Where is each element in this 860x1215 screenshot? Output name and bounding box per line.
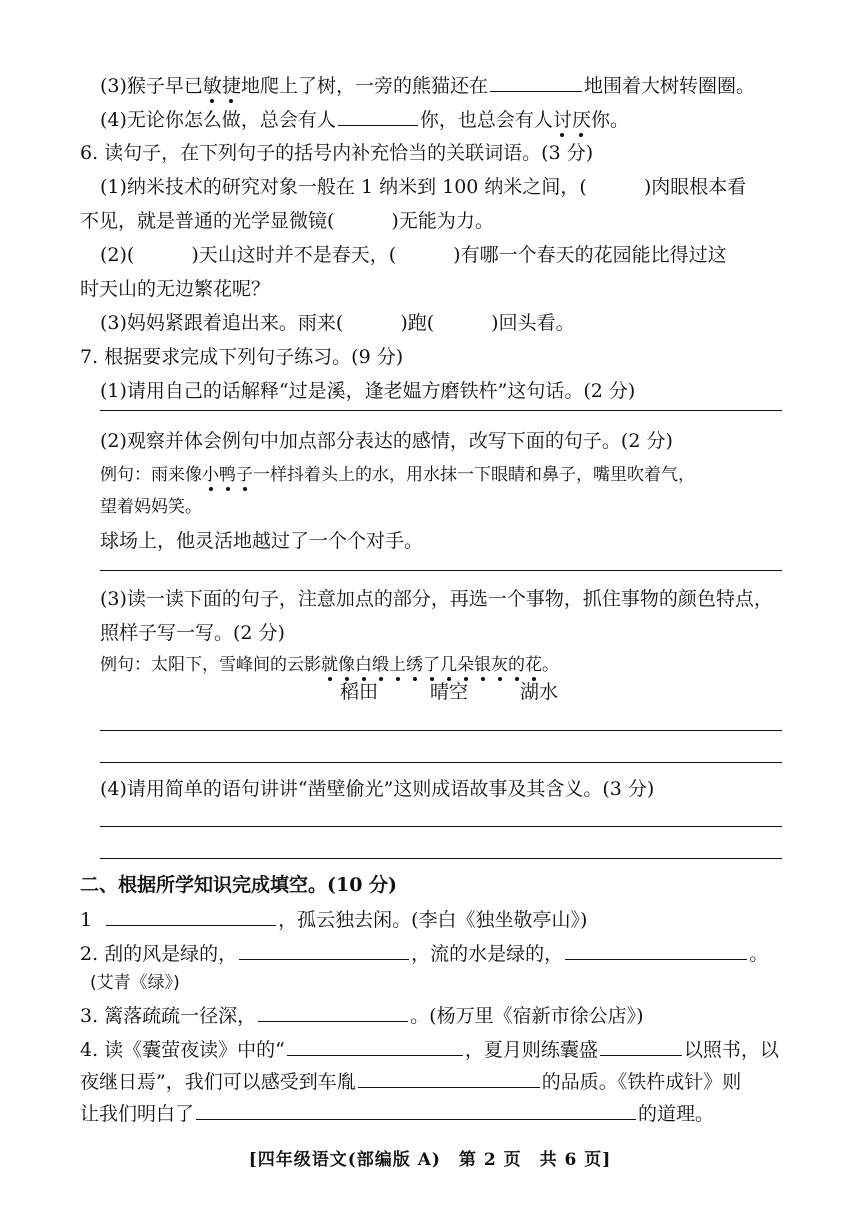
emphasis-dot-char: 朵	[457, 655, 474, 675]
emphasis-dot-char: 银	[474, 655, 491, 675]
answer-blank[interactable]	[338, 106, 418, 126]
word-choice: 晴空	[430, 681, 469, 703]
answer-blank[interactable]	[239, 940, 409, 960]
answer-blank[interactable]	[565, 940, 747, 960]
emphasis-dot-char: 白	[355, 655, 372, 675]
part2-l1: 1 ，孤云独去闲。(李白《独坐敬亭山》)	[80, 906, 587, 933]
emphasis-dot-char: 捷	[221, 75, 241, 97]
q6-s2b: 时天山的无边繁花呢？	[80, 278, 271, 300]
q7-p1: (1)请用自己的话解释“过是溪，逢老媪方磨铁杵”这句话。(2 分)	[100, 380, 636, 402]
answer-line[interactable]	[100, 410, 782, 411]
part2-title: 二、根据所学知识完成填空。(10 分)	[80, 874, 398, 896]
answer-blank[interactable]	[358, 1068, 540, 1088]
emphasis-dot-char: 像	[338, 655, 355, 675]
word-choice: 稻田	[340, 681, 379, 703]
emphasis-dot-char: 上	[389, 655, 406, 675]
emphasis-dot-char: 敏	[202, 75, 222, 97]
q6-s3: (3)妈妈紧跟着追出来。雨来( )跑( )回头看。	[100, 312, 575, 334]
answer-line[interactable]	[100, 858, 782, 859]
emphasis-dot-char: 就	[321, 655, 338, 675]
emphasis-dot-char: 了	[423, 655, 440, 675]
q7-p2: (2)观察并体会例句中加点部分表达的感情，改写下面的句子。(2 分)	[100, 430, 673, 452]
q7-p3b: 照样子写一写。(2 分)	[100, 622, 285, 644]
answer-blank[interactable]	[258, 1002, 408, 1022]
part2-l4: 4. 读《囊萤夜读》中的“ ，夏月则练囊盛 以照书，以	[80, 1036, 779, 1063]
q6-s2a: (2)( )天山这时并不是春天，( )有哪一个春天的花园能比得过这	[100, 244, 727, 266]
q6-s1a: (1)纳米技术的研究对象一般在 1 纳米到 100 纳米之间，( )肉眼根本看	[100, 176, 747, 198]
word-choice: 湖水	[520, 681, 559, 703]
q7-p2-example: 例句：雨来像小鸭子一样抖着头上的水，用水抹一下眼睛和鼻子，嘴里吹着气，	[100, 465, 695, 485]
answer-blank[interactable]	[106, 906, 276, 926]
part2-l2: 2. 刮的风是绿的， ，流的水是绿的， 。	[80, 940, 768, 967]
part2-l4-cont: 夜继日焉”，我们可以感受到车胤 的品质。《铁杵成针》则	[80, 1068, 741, 1095]
emphasis-dot-char: 花	[525, 655, 542, 675]
answer-blank[interactable]	[287, 1036, 463, 1056]
word-choices	[340, 677, 610, 704]
emphasis-dot-char: 的	[508, 655, 525, 675]
emphasis-dot-char: 子	[236, 465, 253, 485]
answer-line[interactable]	[100, 826, 782, 827]
q7-p2-sentence: 球场上，他灵活地越过了一个个对手。	[100, 530, 424, 552]
q7-title: 7. 根据要求完成下列句子练习。(9 分)	[80, 346, 404, 368]
emphasis-dot-char: 绣	[406, 655, 423, 675]
q6-s1b: 不见，就是普通的光学显微镜( )无能为力。	[80, 210, 494, 232]
q5-item4: (4)无论你怎么做，总会有人 你，也总会有人讨厌你。	[100, 106, 629, 133]
emphasis-dot-char: 几	[440, 655, 457, 675]
q7-p3-example: 例句：太阳下，雪峰间的云影就像白缎上绣了几朵银灰的花。	[100, 655, 559, 675]
emphasis-dot-char: 鸭	[219, 465, 236, 485]
page-footer: [四年级语文(部编版 A) 第 2 页 共 6 页]	[248, 1150, 612, 1170]
answer-blank[interactable]	[600, 1036, 682, 1056]
emphasis-dot-char: 灰	[491, 655, 508, 675]
emphasis-dot-char: 缎	[372, 655, 389, 675]
answer-blank[interactable]	[490, 72, 582, 92]
q7-p3a: (3)读一读下面的句子，注意加点的部分，再选一个事物，抓住事物的颜色特点，	[100, 588, 773, 610]
emphasis-dot-char: 厌	[571, 109, 591, 131]
q7-p4: (4)请用简单的语句讲讲“凿壁偷光”这则成语故事及其含义。(3 分)	[100, 778, 655, 800]
q5-item3: (3)猴子早已敏捷地爬上了树，一旁的熊猫还在 地围着大树转圈圈。	[100, 72, 755, 99]
answer-blank[interactable]	[196, 1100, 636, 1120]
answer-line[interactable]	[100, 570, 782, 571]
answer-line[interactable]	[100, 730, 782, 731]
part2-l3: 3. 篱落疏疏一径深， 。(杨万里《宿新市徐公店》)	[80, 1002, 644, 1029]
part2-l2-source: (艾青《绿》)	[90, 973, 180, 993]
part2-l4-cont2: 让我们明白了 的道理。	[80, 1100, 714, 1127]
emphasis-dot-char: 小	[202, 465, 219, 485]
emphasis-dot-char: 讨	[552, 109, 572, 131]
answer-line[interactable]	[100, 762, 782, 763]
q7-p2-example-cont: 望着妈妈笑。	[100, 497, 202, 517]
q6-title: 6. 读句子，在下列句子的括号内补充恰当的关联词语。(3 分)	[80, 142, 594, 164]
